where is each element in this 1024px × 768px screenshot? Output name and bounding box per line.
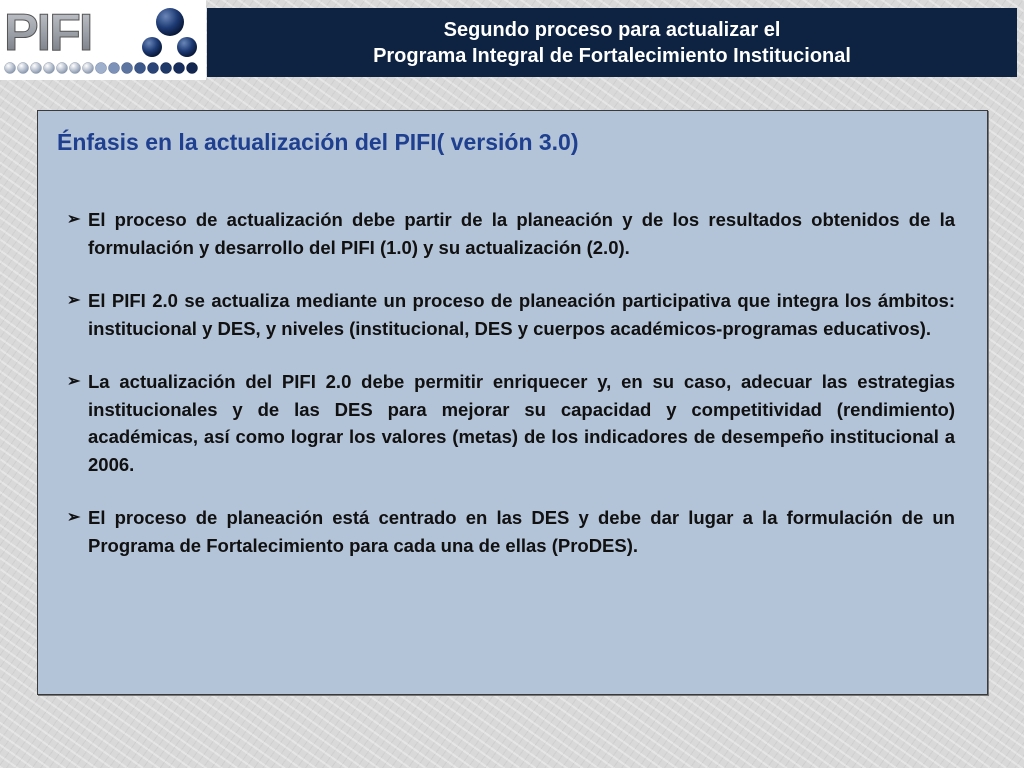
slide-header bbox=[207, 8, 1017, 77]
bullet-item bbox=[67, 206, 955, 261]
logo-dots-row bbox=[5, 63, 198, 74]
bullet-item bbox=[67, 504, 955, 559]
pifi-logo bbox=[0, 0, 206, 80]
content-title: Énfasis en la actualización del PIFI( versión 3.0) bbox=[57, 129, 579, 155]
bullet-text: El proceso de actualización debe partir de la planeación y de los resultados obtenidos de la formulación y desarrollo del PIFI (1.0) y su actualización (2.0). bbox=[88, 209, 955, 258]
logo-ball-icon bbox=[177, 37, 197, 57]
content-panel bbox=[37, 110, 988, 695]
header-line-1: Segundo proceso para actualizar el bbox=[443, 18, 781, 41]
arrow-bullet-icon: ➢ bbox=[67, 509, 81, 526]
bullet-text: La actualización del PIFI 2.0 debe permitir enriquecer y, en su caso, adecuar las estrategias institucionales y de las DES para mejorar su capacidad y competitividad (rendimiento) académicas, así como lograr los valores (metas) de los indicadores de desempeño institucional a 2006. bbox=[88, 371, 955, 475]
bullet-list bbox=[67, 206, 955, 585]
bullet-item bbox=[67, 368, 955, 478]
bullet-text: El proceso de planeación está centrado en las DES y debe dar lugar a la formulación de un Programa de Fortalecimiento para cada una de ellas (ProDES). bbox=[88, 507, 955, 556]
pifi-logo-graphic bbox=[0, 0, 206, 80]
arrow-bullet-icon: ➢ bbox=[67, 373, 81, 390]
arrow-bullet-icon: ➢ bbox=[67, 292, 81, 309]
logo-ball-icon bbox=[142, 37, 162, 57]
logo-ball-icon bbox=[156, 8, 184, 36]
logo-text: PIFI bbox=[4, 4, 92, 62]
bullet-text: El PIFI 2.0 se actualiza mediante un proceso de planeación participativa que integra los ámbitos: institucional y DES, y niveles (institucional, DES y cuerpos académicos-programas educativos). bbox=[88, 290, 955, 339]
header-line-2: Programa Integral de Fortalecimiento Institucional bbox=[373, 44, 851, 67]
bullet-item bbox=[67, 287, 955, 342]
arrow-bullet-icon: ➢ bbox=[67, 211, 81, 228]
